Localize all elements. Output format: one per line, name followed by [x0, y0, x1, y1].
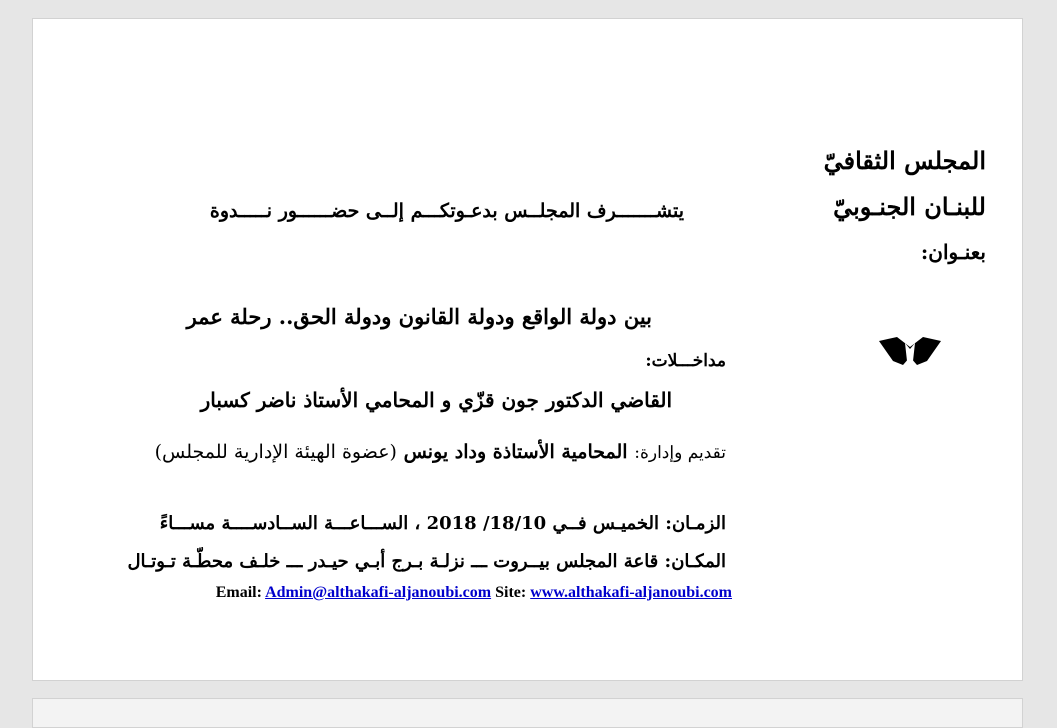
- site-link[interactable]: www.althakafi-aljanoubi.com: [530, 584, 732, 601]
- moderation-note: (عضوة الهيئة الإدارية للمجلس): [154, 441, 397, 463]
- contact-line: [216, 584, 732, 602]
- seminar-title: بين دولة الواقع ودولة القانون ودولة الحق.. رحلة عمر: [186, 304, 652, 329]
- council-emblem-icon: [879, 337, 941, 369]
- subtitle-label: بعنـوان:: [920, 240, 986, 264]
- time-line: الزمـان: الخميـس فــي 18/10/ 2018 ، الســـاعـــة الســادســــة مســـاءً: [159, 513, 726, 534]
- moderation-line: [155, 441, 726, 463]
- email-label: Email:: [215, 584, 262, 601]
- email-link[interactable]: Admin@althakafi-aljanoubi.com: [265, 584, 492, 601]
- place-line: المكـان: قاعة المجلس بيــروت ـــ نزلـة بـرج أبـي حيـدر ـــ خلـف محطّـة تـوتـال: [127, 551, 726, 572]
- org-name-line1: المجلس الثقافيّ: [823, 146, 986, 175]
- document-page: [32, 18, 1023, 681]
- org-name-line2: للبنـان الجنـوبيّ: [833, 192, 986, 221]
- next-page-edge: [32, 698, 1023, 728]
- site-label: Site:: [495, 584, 527, 601]
- invitation-text: يتشـــــــرف المجلــس بدعـوتكـــم إلــى حضــــــور نـــــدوة: [209, 200, 684, 222]
- moderation-label: تقديم وإدارة:: [634, 443, 726, 463]
- moderation-name: المحامية الأستاذة وداد يونس: [403, 441, 628, 463]
- speakers-line: القاضي الدكتور جون قزّي و المحامي الأستاذ ناضر كسبار: [200, 388, 672, 412]
- interventions-label: مداخـــلات:: [645, 351, 726, 371]
